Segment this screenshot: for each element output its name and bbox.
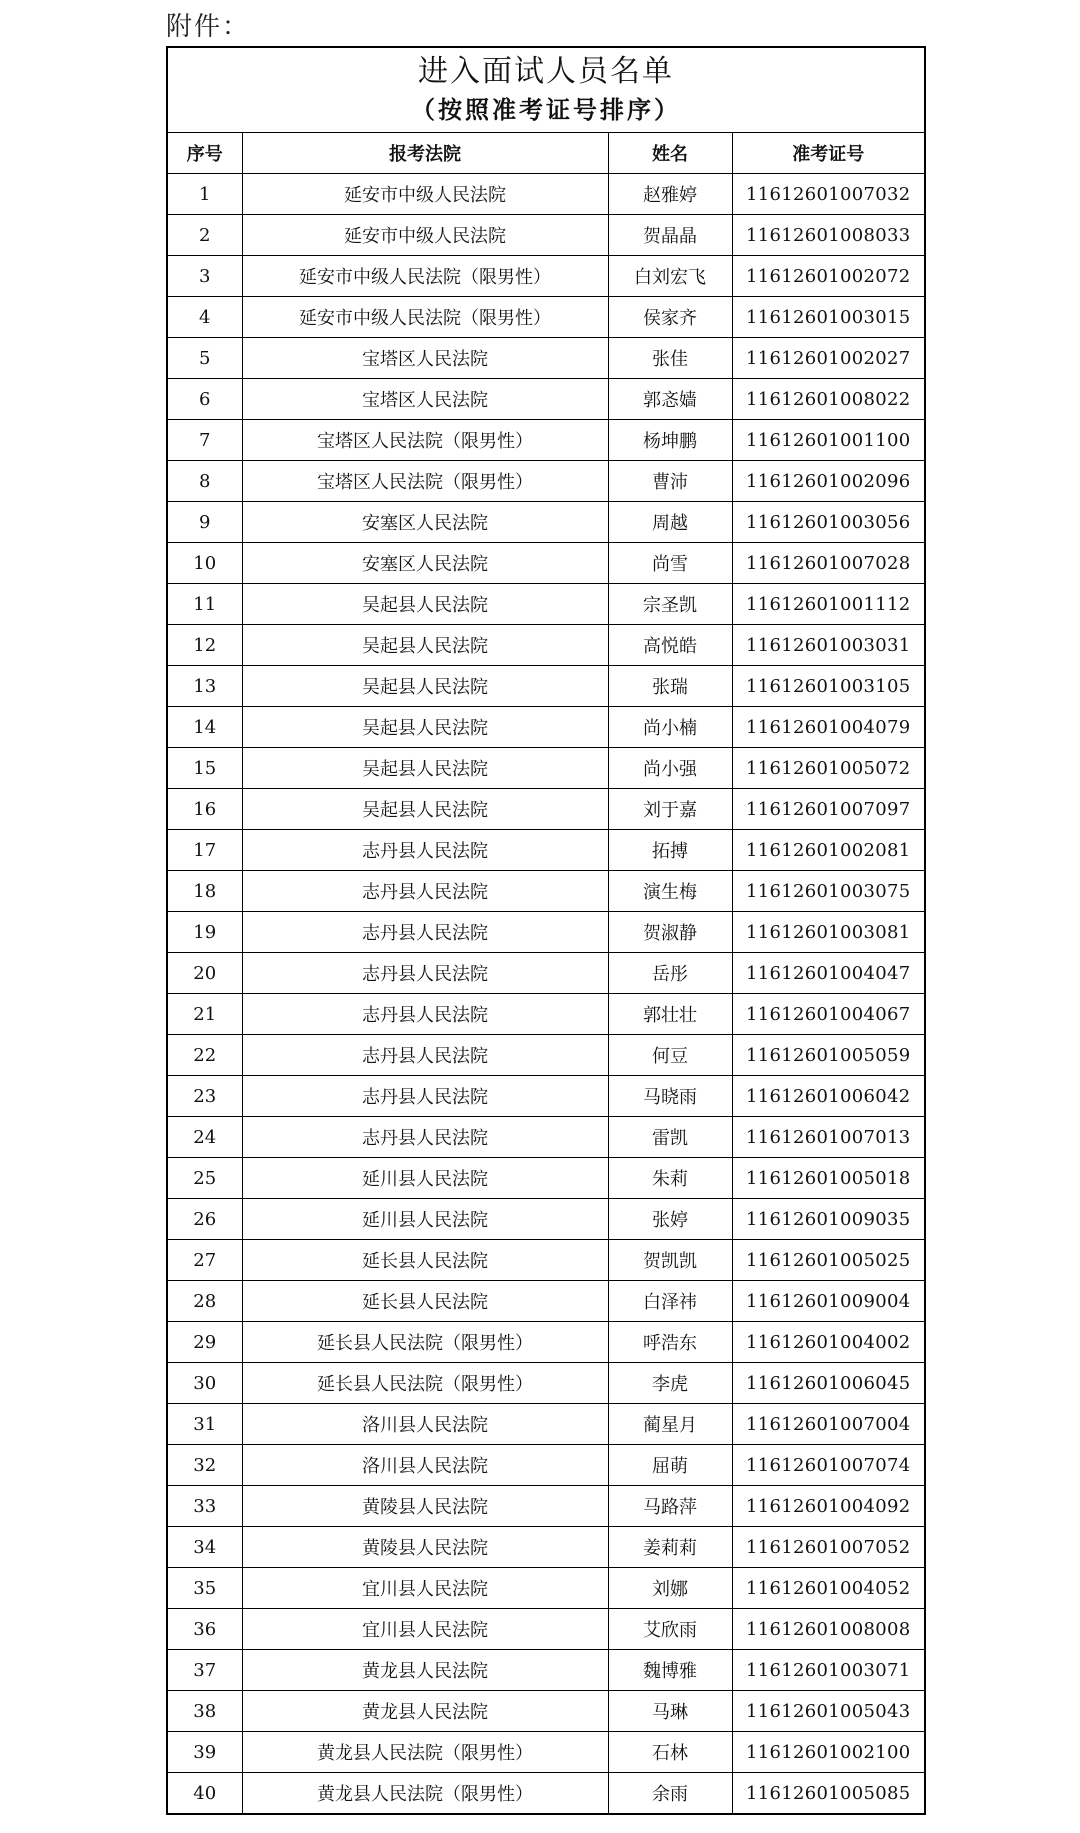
row-number: 39	[168, 1732, 242, 1773]
row-court: 延安市中级人民法院	[242, 174, 608, 215]
table-row	[168, 1281, 924, 1322]
table-row	[168, 502, 924, 543]
row-court: 吴起县人民法院	[242, 748, 608, 789]
table-row	[168, 1363, 924, 1404]
row-exam-id: 11612601004002	[732, 1322, 924, 1363]
row-exam-id: 11612601004067	[732, 994, 924, 1035]
row-name: 高悦皓	[608, 625, 732, 666]
row-exam-id: 11612601001112	[732, 584, 924, 625]
header-court: 报考法院	[242, 133, 608, 174]
row-court: 洛川县人民法院	[242, 1404, 608, 1445]
row-number: 30	[168, 1363, 242, 1404]
table-row	[168, 789, 924, 830]
row-number: 19	[168, 912, 242, 953]
row-exam-id: 11612601008033	[732, 215, 924, 256]
row-exam-id: 11612601004092	[732, 1486, 924, 1527]
row-exam-id: 11612601003081	[732, 912, 924, 953]
row-name: 张婷	[608, 1199, 732, 1240]
row-name: 拓搏	[608, 830, 732, 871]
table-row	[168, 1609, 924, 1650]
title-block	[168, 48, 924, 133]
table-row	[168, 461, 924, 502]
table-row	[168, 1527, 924, 1568]
table-row	[168, 953, 924, 994]
row-exam-id: 11612601004052	[732, 1568, 924, 1609]
row-name: 贺淑静	[608, 912, 732, 953]
row-name: 石林	[608, 1732, 732, 1773]
row-court: 吴起县人民法院	[242, 789, 608, 830]
header-name: 姓名	[608, 133, 732, 174]
row-court: 宜川县人民法院	[242, 1609, 608, 1650]
row-exam-id: 11612601003031	[732, 625, 924, 666]
row-exam-id: 11612601005059	[732, 1035, 924, 1076]
row-number: 3	[168, 256, 242, 297]
table-row	[168, 1117, 924, 1158]
row-number: 38	[168, 1691, 242, 1732]
table-row	[168, 1404, 924, 1445]
row-number: 22	[168, 1035, 242, 1076]
table-row	[168, 174, 924, 215]
table-row	[168, 625, 924, 666]
table-row	[168, 215, 924, 256]
row-name: 魏博雅	[608, 1650, 732, 1691]
row-court: 志丹县人民法院	[242, 830, 608, 871]
row-name: 郭壮壮	[608, 994, 732, 1035]
row-court: 宝塔区人民法院（限男性）	[242, 420, 608, 461]
row-number: 8	[168, 461, 242, 502]
table-row	[168, 420, 924, 461]
row-number: 4	[168, 297, 242, 338]
table-row	[168, 1568, 924, 1609]
row-court: 黄龙县人民法院	[242, 1691, 608, 1732]
document-subtitle: （按照准考证号排序）	[411, 96, 681, 124]
row-exam-id: 11612601008008	[732, 1609, 924, 1650]
row-number: 21	[168, 994, 242, 1035]
row-number: 24	[168, 1117, 242, 1158]
table-row	[168, 707, 924, 748]
row-exam-id: 11612601007052	[732, 1527, 924, 1568]
row-number: 31	[168, 1404, 242, 1445]
row-court: 吴起县人民法院	[242, 584, 608, 625]
row-number: 2	[168, 215, 242, 256]
row-name: 贺晶晶	[608, 215, 732, 256]
row-exam-id: 11612601003056	[732, 502, 924, 543]
header-no: 序号	[168, 133, 242, 174]
table-row	[168, 1240, 924, 1281]
row-court: 延安市中级人民法院（限男性）	[242, 297, 608, 338]
header-exam-id: 准考证号	[732, 133, 924, 174]
row-court: 宝塔区人民法院（限男性）	[242, 461, 608, 502]
row-exam-id: 11612601004047	[732, 953, 924, 994]
table-row	[168, 379, 924, 420]
row-number: 26	[168, 1199, 242, 1240]
candidate-table	[168, 133, 924, 1813]
row-exam-id: 11612601002096	[732, 461, 924, 502]
row-court: 洛川县人民法院	[242, 1445, 608, 1486]
row-name: 贺凯凯	[608, 1240, 732, 1281]
row-court: 延安市中级人民法院	[242, 215, 608, 256]
row-name: 白泽祎	[608, 1281, 732, 1322]
row-court: 延川县人民法院	[242, 1158, 608, 1199]
row-number: 27	[168, 1240, 242, 1281]
row-number: 33	[168, 1486, 242, 1527]
row-number: 1	[168, 174, 242, 215]
row-exam-id: 11612601002081	[732, 830, 924, 871]
row-number: 34	[168, 1527, 242, 1568]
table-row	[168, 912, 924, 953]
row-exam-id: 11612601004079	[732, 707, 924, 748]
row-court: 延川县人民法院	[242, 1199, 608, 1240]
table-row	[168, 1486, 924, 1527]
row-name: 呼浩东	[608, 1322, 732, 1363]
row-number: 29	[168, 1322, 242, 1363]
row-name: 赵雅婷	[608, 174, 732, 215]
row-name: 蔺星月	[608, 1404, 732, 1445]
row-court: 志丹县人民法院	[242, 1035, 608, 1076]
row-court: 黄龙县人民法院（限男性）	[242, 1773, 608, 1814]
row-court: 志丹县人民法院	[242, 994, 608, 1035]
row-number: 20	[168, 953, 242, 994]
table-row	[168, 994, 924, 1035]
row-name: 刘娜	[608, 1568, 732, 1609]
row-exam-id: 11612601007032	[732, 174, 924, 215]
row-number: 28	[168, 1281, 242, 1322]
row-number: 23	[168, 1076, 242, 1117]
row-court: 黄陵县人民法院	[242, 1486, 608, 1527]
row-number: 37	[168, 1650, 242, 1691]
row-name: 岳彤	[608, 953, 732, 994]
row-name: 侯家齐	[608, 297, 732, 338]
table-row	[168, 1691, 924, 1732]
row-name: 尚小强	[608, 748, 732, 789]
row-court: 延长县人民法院（限男性）	[242, 1322, 608, 1363]
row-exam-id: 11612601007028	[732, 543, 924, 584]
table-row	[168, 1035, 924, 1076]
row-court: 志丹县人民法院	[242, 1076, 608, 1117]
row-exam-id: 11612601003105	[732, 666, 924, 707]
table-header-row	[168, 133, 924, 174]
table-row	[168, 297, 924, 338]
row-name: 刘于嘉	[608, 789, 732, 830]
row-number: 18	[168, 871, 242, 912]
row-number: 10	[168, 543, 242, 584]
row-name: 周越	[608, 502, 732, 543]
row-exam-id: 11612601003071	[732, 1650, 924, 1691]
row-name: 张佳	[608, 338, 732, 379]
row-exam-id: 11612601003075	[732, 871, 924, 912]
row-court: 黄龙县人民法院（限男性）	[242, 1732, 608, 1773]
row-number: 7	[168, 420, 242, 461]
attachment-label: 附件：	[166, 12, 251, 42]
row-name: 李虎	[608, 1363, 732, 1404]
row-number: 16	[168, 789, 242, 830]
row-court: 吴起县人民法院	[242, 625, 608, 666]
row-exam-id: 11612601007074	[732, 1445, 924, 1486]
row-number: 25	[168, 1158, 242, 1199]
row-court: 黄陵县人民法院	[242, 1527, 608, 1568]
table-body	[168, 174, 924, 1814]
table-row	[168, 1158, 924, 1199]
table-row	[168, 1322, 924, 1363]
row-name: 雷凯	[608, 1117, 732, 1158]
row-name: 演生梅	[608, 871, 732, 912]
row-name: 曹沛	[608, 461, 732, 502]
row-court: 志丹县人民法院	[242, 953, 608, 994]
table-row	[168, 338, 924, 379]
row-number: 6	[168, 379, 242, 420]
row-exam-id: 11612601005085	[732, 1773, 924, 1814]
table-row	[168, 1199, 924, 1240]
row-exam-id: 11612601006042	[732, 1076, 924, 1117]
table-row	[168, 1445, 924, 1486]
table-row	[168, 666, 924, 707]
row-court: 延长县人民法院	[242, 1240, 608, 1281]
row-exam-id: 11612601003015	[732, 297, 924, 338]
row-exam-id: 11612601005018	[732, 1158, 924, 1199]
row-court: 延长县人民法院（限男性）	[242, 1363, 608, 1404]
row-exam-id: 11612601007097	[732, 789, 924, 830]
row-court: 宝塔区人民法院	[242, 379, 608, 420]
row-exam-id: 11612601009004	[732, 1281, 924, 1322]
row-exam-id: 11612601005072	[732, 748, 924, 789]
row-name: 郭忞嫱	[608, 379, 732, 420]
row-number: 15	[168, 748, 242, 789]
row-number: 17	[168, 830, 242, 871]
table-row	[168, 1650, 924, 1691]
row-court: 黄龙县人民法院	[242, 1650, 608, 1691]
table-row	[168, 1773, 924, 1814]
table-row	[168, 748, 924, 789]
row-court: 宜川县人民法院	[242, 1568, 608, 1609]
row-number: 32	[168, 1445, 242, 1486]
row-name: 尚雪	[608, 543, 732, 584]
table-row	[168, 830, 924, 871]
row-exam-id: 11612601007004	[732, 1404, 924, 1445]
table-row	[168, 1076, 924, 1117]
row-exam-id: 11612601002027	[732, 338, 924, 379]
row-number: 40	[168, 1773, 242, 1814]
row-court: 志丹县人民法院	[242, 1117, 608, 1158]
table-row	[168, 543, 924, 584]
row-number: 36	[168, 1609, 242, 1650]
row-name: 姜莉莉	[608, 1527, 732, 1568]
row-exam-id: 11612601002100	[732, 1732, 924, 1773]
row-number: 13	[168, 666, 242, 707]
table-row	[168, 584, 924, 625]
row-court: 宝塔区人民法院	[242, 338, 608, 379]
row-number: 5	[168, 338, 242, 379]
row-name: 艾欣雨	[608, 1609, 732, 1650]
row-name: 马路萍	[608, 1486, 732, 1527]
row-name: 屈萌	[608, 1445, 732, 1486]
table-row	[168, 256, 924, 297]
table-row	[168, 871, 924, 912]
row-court: 安塞区人民法院	[242, 502, 608, 543]
row-name: 尚小楠	[608, 707, 732, 748]
row-name: 朱莉	[608, 1158, 732, 1199]
row-court: 吴起县人民法院	[242, 707, 608, 748]
row-name: 马晓雨	[608, 1076, 732, 1117]
row-exam-id: 11612601006045	[732, 1363, 924, 1404]
row-name: 宗圣凯	[608, 584, 732, 625]
row-court: 安塞区人民法院	[242, 543, 608, 584]
document-title: 进入面试人员名单	[418, 54, 674, 89]
row-name: 何豆	[608, 1035, 732, 1076]
row-exam-id: 11612601009035	[732, 1199, 924, 1240]
row-exam-id: 11612601002072	[732, 256, 924, 297]
candidate-list-sheet	[166, 46, 926, 1815]
row-exam-id: 11612601008022	[732, 379, 924, 420]
row-number: 12	[168, 625, 242, 666]
row-exam-id: 11612601005043	[732, 1691, 924, 1732]
row-number: 14	[168, 707, 242, 748]
row-name: 张瑞	[608, 666, 732, 707]
table-row	[168, 1732, 924, 1773]
row-court: 延长县人民法院	[242, 1281, 608, 1322]
row-court: 延安市中级人民法院（限男性）	[242, 256, 608, 297]
row-court: 志丹县人民法院	[242, 871, 608, 912]
row-name: 白刘宏飞	[608, 256, 732, 297]
row-exam-id: 11612601007013	[732, 1117, 924, 1158]
row-number: 35	[168, 1568, 242, 1609]
row-court: 吴起县人民法院	[242, 666, 608, 707]
row-court: 志丹县人民法院	[242, 912, 608, 953]
row-name: 马琳	[608, 1691, 732, 1732]
row-name: 杨坤鹏	[608, 420, 732, 461]
row-name: 余雨	[608, 1773, 732, 1814]
row-exam-id: 11612601001100	[732, 420, 924, 461]
row-exam-id: 11612601005025	[732, 1240, 924, 1281]
row-number: 11	[168, 584, 242, 625]
row-number: 9	[168, 502, 242, 543]
